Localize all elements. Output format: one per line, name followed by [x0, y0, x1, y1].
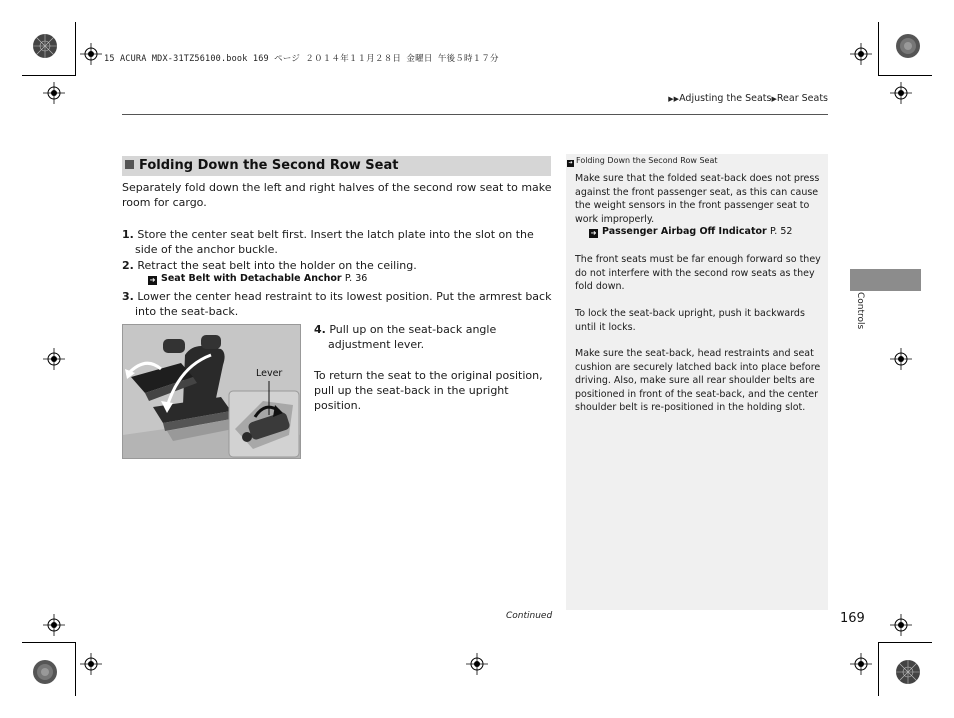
color-rosette-top-right — [895, 33, 921, 59]
registration-mark-right-middle — [890, 348, 912, 370]
step-text: Store the center seat belt first. Insert the latch plate into the slot on the side of the anchor buckle. — [135, 228, 534, 256]
xref-page: P. 36 — [344, 273, 368, 284]
seat-illustration-svg — [123, 325, 301, 459]
chapter-tab-label: Controls — [855, 292, 865, 330]
sidebar-note-3: To lock the seat-back upright, push it backwards until it locks. — [575, 308, 805, 333]
breadcrumb-item-adjusting-seats[interactable]: Adjusting the Seats — [679, 93, 772, 104]
breadcrumb-separator-icon: ▶ — [771, 95, 777, 103]
color-rosette-bottom-left — [32, 659, 58, 685]
xref-label[interactable]: Passenger Airbag Off Indicator — [602, 226, 767, 237]
xref-page: P. 52 — [770, 226, 793, 237]
crop-line — [75, 22, 76, 76]
crop-line — [878, 75, 932, 76]
section-title: Folding Down the Second Row Seat — [139, 158, 399, 173]
step-text: Retract the seat belt into the holder on the ceiling. — [137, 259, 417, 272]
section-heading — [122, 156, 551, 176]
chapter-tab[interactable] — [850, 269, 921, 291]
sidebar-title — [567, 156, 718, 167]
step-1 — [122, 227, 552, 257]
step-text: Pull up on the seat-back angle adjustment lever. — [328, 323, 497, 351]
registration-mark-bottom-right-1 — [850, 653, 872, 675]
registration-mark-left-middle — [43, 348, 65, 370]
crop-line — [878, 642, 932, 643]
xref-arrow-icon: ➜ — [149, 276, 156, 284]
section-intro: Separately fold down the left and right halves of the second row seat to make room for cargo. — [122, 181, 552, 209]
seat-folding-illustration — [122, 324, 301, 459]
registration-mark-top-right-2 — [890, 82, 912, 104]
crop-line — [878, 22, 879, 76]
square-bullet-icon — [125, 160, 134, 169]
step-text: Lower the center head restraint to its lowest position. Put the armrest back into the seat-back. — [135, 290, 552, 318]
cross-reference-seat-belt[interactable] — [148, 273, 367, 285]
crop-line — [878, 642, 879, 696]
step-number: 4. — [314, 323, 326, 336]
header-rule — [122, 114, 828, 115]
step-4 — [314, 322, 552, 352]
print-file-info: 15 ACURA MDX-31TZ56100.book 169 ページ ２０１４年１１月２８日 金曜日 午後５時１７分 — [104, 54, 499, 64]
breadcrumb — [668, 93, 828, 104]
crop-line — [75, 642, 76, 696]
registration-mark-bottom-left-1 — [43, 614, 65, 636]
registration-mark-top-left-2 — [43, 82, 65, 104]
step-number: 3. — [122, 290, 134, 303]
registration-mark-top-left-1 — [80, 43, 102, 65]
continued-label: Continued — [506, 611, 553, 621]
sidebar-note-2: The front seats must be far enough forward so they do not interfere with the second row seats as they fold down. — [575, 254, 821, 292]
registration-mark-bottom-center — [466, 653, 488, 675]
color-rosette-bottom-right — [895, 659, 921, 685]
note-arrow-icon: ➜ — [568, 160, 573, 166]
color-rosette-top-left — [32, 33, 58, 59]
xref-label[interactable]: Seat Belt with Detachable Anchor — [161, 273, 342, 284]
cross-reference-airbag[interactable] — [589, 226, 792, 238]
crop-line — [22, 75, 76, 76]
sidebar-note-4: Make sure the seat-back, head restraints and seat cushion are securely latched back into place before driving. Also, make sure all rear shoulder belts are positioned in front of the seat-back, and the center shoulder belt is re-positioned in the holding slot. — [575, 348, 821, 413]
crop-line — [22, 642, 76, 643]
registration-mark-top-right-1 — [850, 43, 872, 65]
registration-mark-bottom-left-2 — [80, 653, 102, 675]
return-instructions: To return the seat to the original position, pull up the seat-back in the upright position. — [314, 369, 543, 412]
breadcrumb-arrow-icon: ▶▶ — [668, 95, 680, 103]
step-2 — [122, 258, 552, 273]
sidebar-note-1: Make sure that the folded seat-back does not press against the front passenger seat, as this can cause the weight sensors in the front passenger seat to work improperly. — [575, 173, 820, 225]
step-number: 1. — [122, 228, 134, 241]
step-3 — [122, 289, 552, 319]
page-number: 169 — [840, 611, 865, 626]
registration-mark-bottom-right-2 — [890, 614, 912, 636]
sidebar-title-text: Folding Down the Second Row Seat — [576, 156, 718, 165]
lever-callout: Lever — [256, 368, 283, 379]
xref-arrow-icon: ➜ — [590, 229, 597, 237]
breadcrumb-item-rear-seats[interactable]: Rear Seats — [776, 93, 828, 104]
step-number: 2. — [122, 259, 134, 272]
